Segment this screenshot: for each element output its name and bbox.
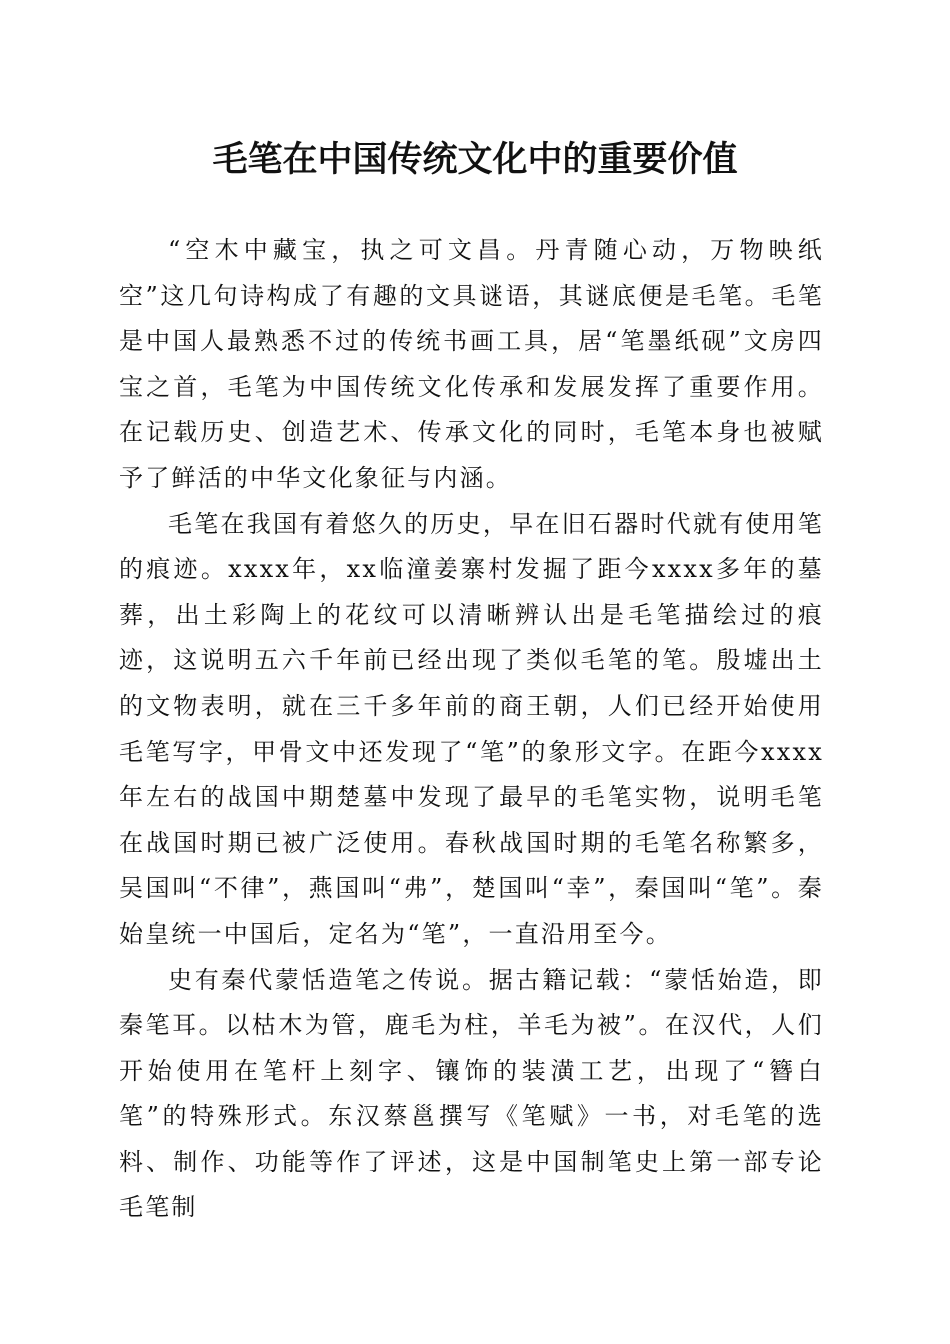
document-title: 毛笔在中国传统文化中的重要价值 [212,139,738,180]
document-body [119,228,824,1231]
paragraph-intro: “空木中藏宝，执之可文昌。丹青随心动，万物映纸空”这几句诗构成了有趣的文具谜语，其谜底便是毛笔。毛笔是中国人最熟悉不过的传统书画工具，居“笔墨纸砚”文房四宝之首，毛笔为中国传统文化传承和发展发挥了重要作用。在记载历史、创造艺术、传承文化的同时，毛笔本身也被赋予了鲜活的中华文化象征与内涵。 [119,236,824,492]
paragraph-qin-dynasty: 史有秦代蒙恬造笔之传说。据古籍记载：“蒙恬始造，即秦笔耳。以枯木为管，鹿毛为柱，羊毛为被”。在汉代，人们开始使用在笔杆上刻字、镶饰的装潢工艺，出现了“簪白笔”的特殊形式。东汉蔡邕撰写《笔赋》一书，对毛笔的选料、制作、功能等作了评述，这是中国制笔史上第一部专论毛笔制 [119,965,824,1222]
paragraph-history: 毛笔在我国有着悠久的历史，早在旧石器时代就有使用笔的痕迹。xxxx年，xx临潼姜寨村发掘了距今xxxx多年的墓葬，出土彩陶上的花纹可以清晰辨认出是毛笔描绘过的痕迹，这说明五六千年前已经出现了类似毛笔的笔。殷墟出土的文物表明，就在三千多年前的商王朝，人们已经开始使用毛笔写字，甲骨文中还发现了“笔”的象形文字。在距今xxxx年左右的战国中期楚墓中发现了最早的毛笔实物，说明毛笔在战国时期已被广泛使用。春秋战国时期的毛笔名称繁多，吴国叫“不律”，燕国叫“弗”，楚国叫“幸”，秦国叫“笔”。秦始皇统一中国后，定名为“笔”，一直沿用至今。 [119,509,824,948]
